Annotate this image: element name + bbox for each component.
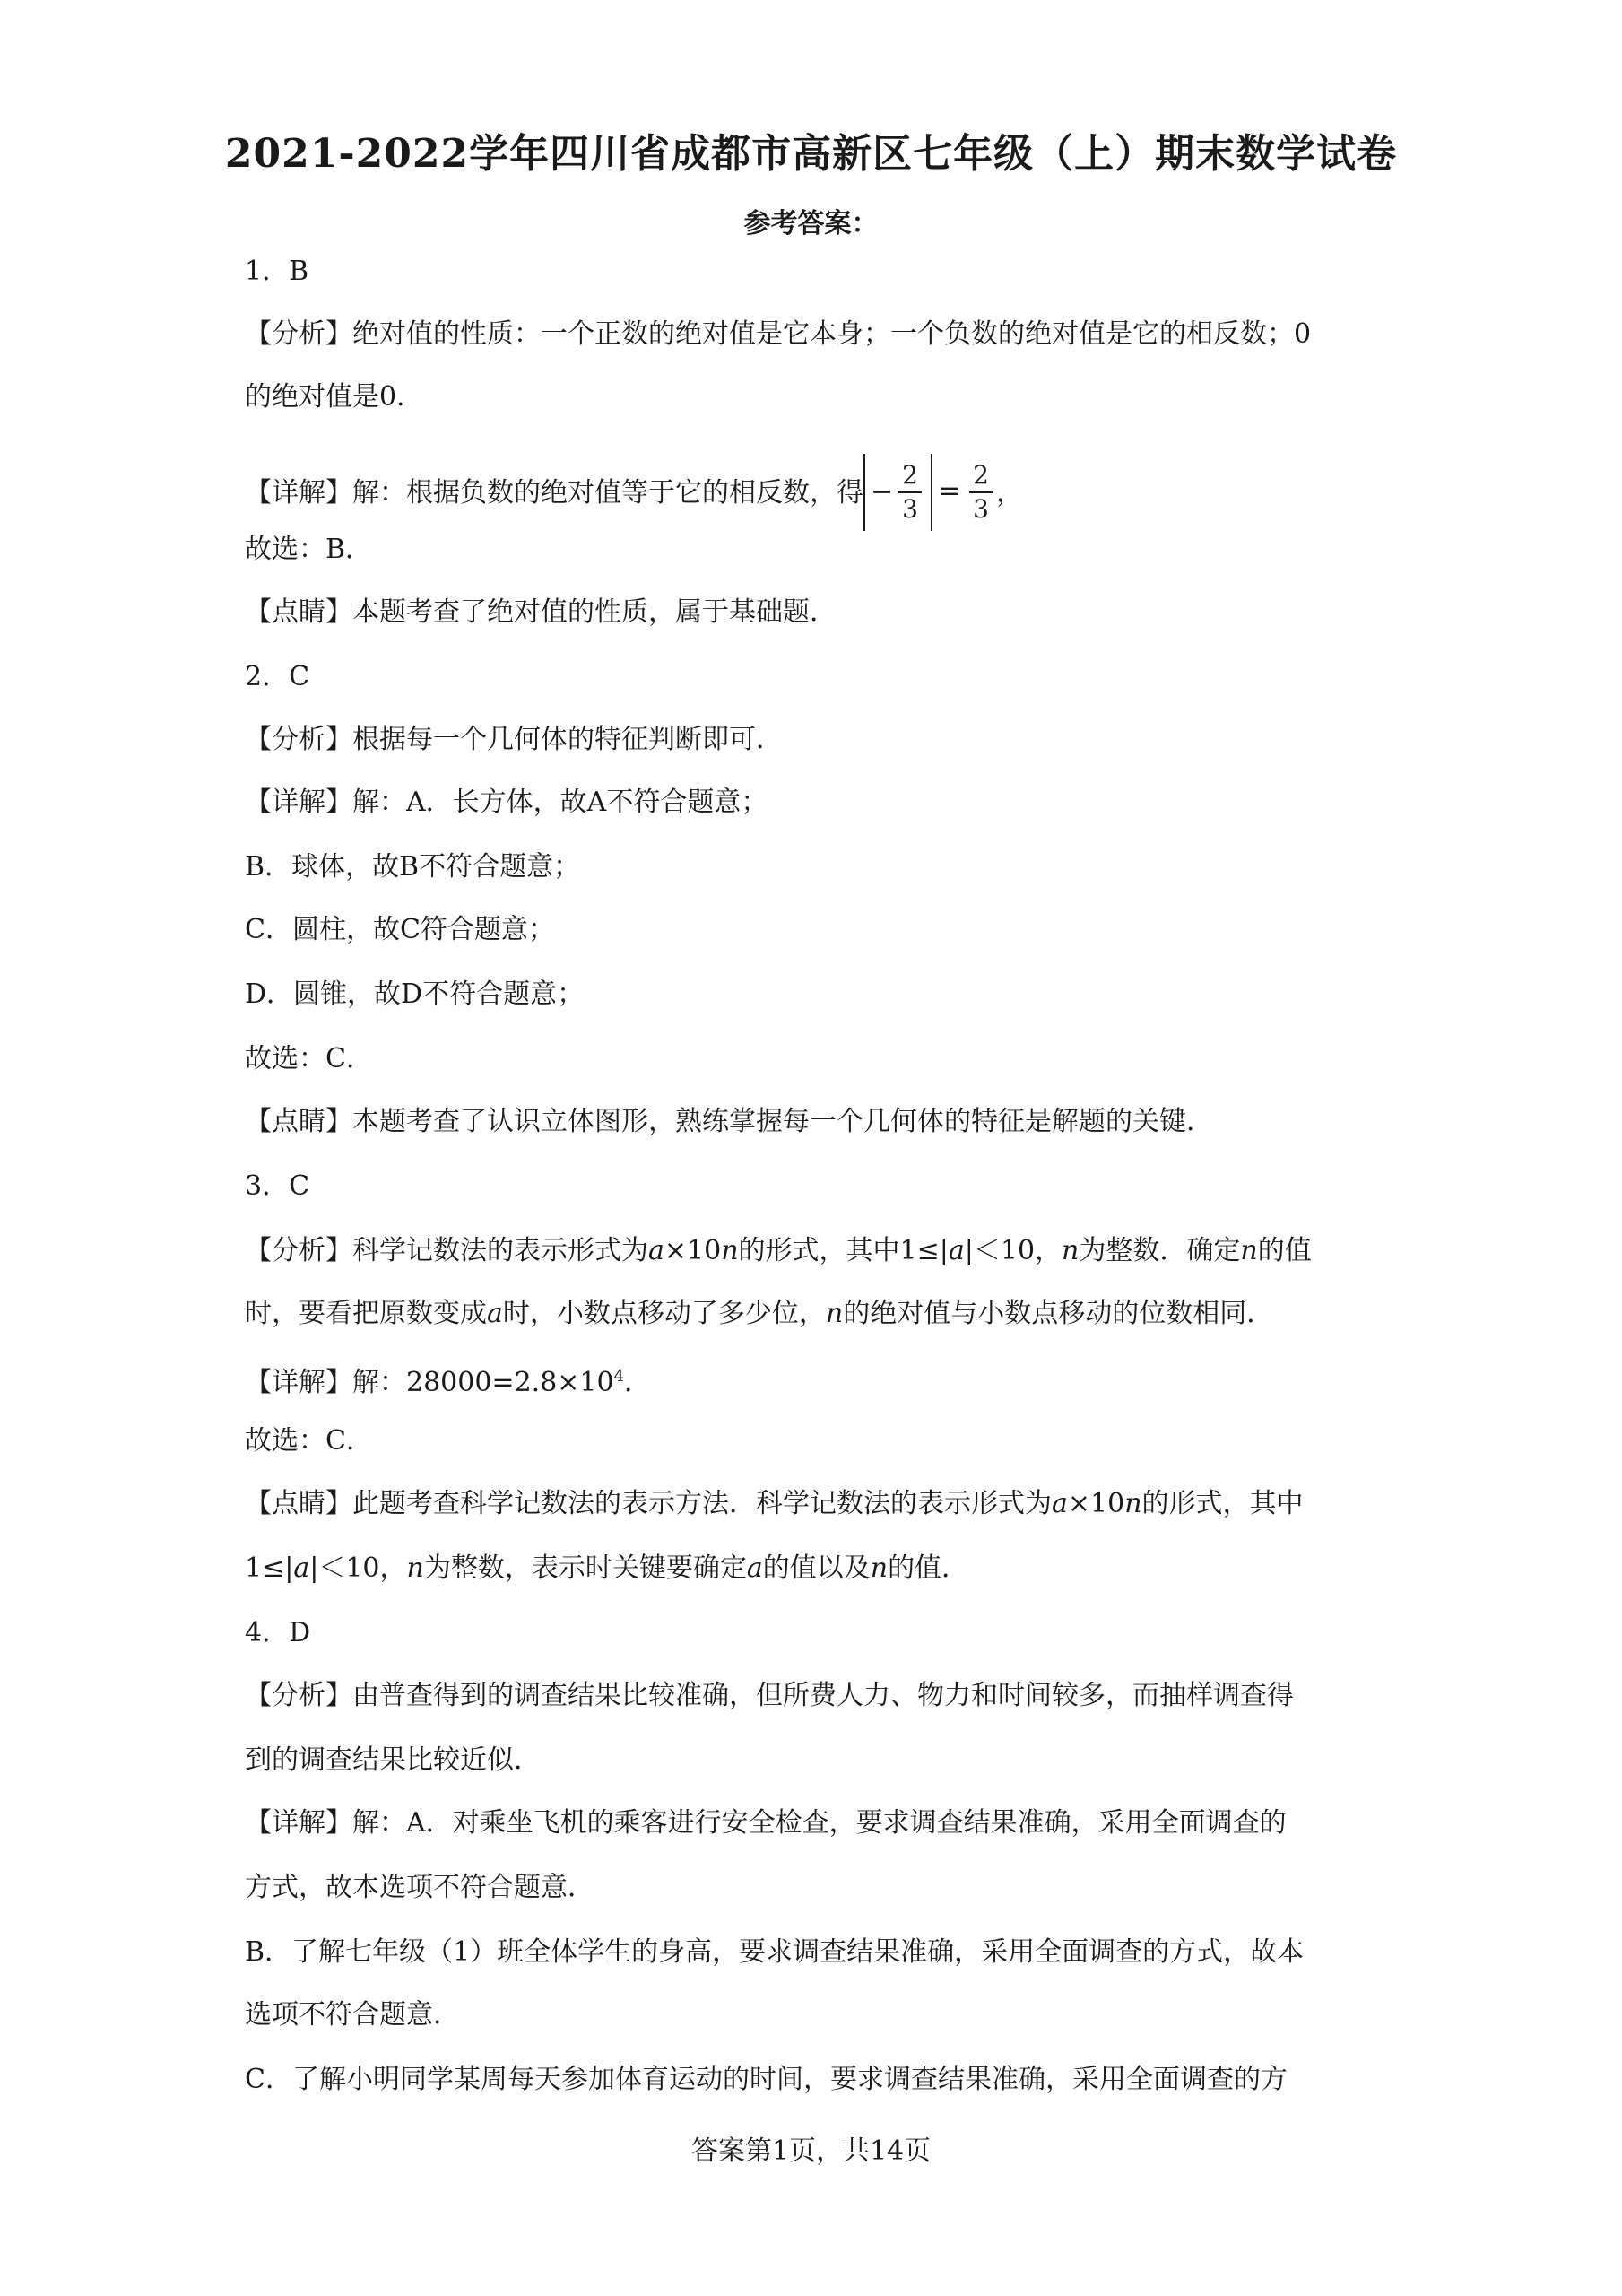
- detail-text: 解：A．对乘坐飞机的乘客进行安全检查，要求调查结果准确，采用全面调查的: [352, 1807, 1287, 1839]
- detail-end: ，: [995, 477, 1023, 509]
- q3-answer: 3．C: [245, 1170, 310, 1202]
- var-a: a: [746, 1552, 763, 1584]
- page-title: 2021-2022学年四川省成都市高新区七年级（上）期末数学试卷: [224, 131, 1398, 177]
- q2-option-d: D．圆锥，故D不符合题意；: [245, 978, 585, 1010]
- analysis-text: 为整数．确定: [1079, 1235, 1241, 1266]
- detail-end: ．: [624, 1367, 652, 1398]
- analysis-text: 的值: [1257, 1235, 1312, 1266]
- detail-tag: 【详解】: [245, 477, 352, 509]
- q2-analysis-line: [245, 721, 1392, 759]
- fraction-denominator: 3: [902, 494, 918, 524]
- exponent: 4: [613, 1367, 625, 1386]
- analysis-text: 时，小数点移动了多少位，: [502, 1298, 826, 1329]
- q2-detail-line: [245, 784, 1392, 822]
- result-denominator: 3: [973, 494, 989, 524]
- q1-point-line: [245, 594, 1392, 631]
- equals-sign: =: [937, 475, 961, 507]
- q4-detail-line-1: [245, 1805, 1392, 1842]
- var-n: n: [1062, 1235, 1080, 1266]
- var-n: n: [721, 1235, 739, 1266]
- q4-option-c-line-1: C．了解小明同学某周每天参加体育运动的时间，要求调查结果准确，采用全面调查的方: [245, 2064, 1288, 2095]
- analysis-text: 绝对值的性质：一个正数的绝对值是它本身；一个负数的绝对值是它的相反数；0: [352, 318, 1312, 350]
- q4-detail-line-2: 方式，故本选项不符合题意．: [245, 1872, 594, 1903]
- point-tag: 【点睛】: [245, 596, 352, 628]
- q1-answer: 1．B: [245, 256, 309, 287]
- point-tag: 【点睛】: [245, 1488, 352, 1519]
- var-a: a: [1052, 1488, 1068, 1519]
- point-tag: 【点睛】: [245, 1106, 352, 1137]
- detail-tag: 【详解】: [245, 1807, 352, 1839]
- var-n: n: [870, 1552, 889, 1584]
- q1-analysis-line-2: 的绝对值是0．: [245, 381, 424, 413]
- absolute-value-expression: [863, 454, 996, 531]
- absolute-value-bars: [863, 454, 932, 531]
- analysis-text: 的形式，其中1≤|: [738, 1235, 949, 1266]
- fraction: [898, 459, 922, 526]
- q2-choose: 故选：C．: [245, 1043, 373, 1074]
- q4-analysis-line-1: [245, 1677, 1392, 1715]
- answers-heading: 参考答案：: [743, 208, 879, 239]
- point-text: 本题考查了认识立体图形，熟练掌握每一个几何体的特征是解题的关键．: [352, 1106, 1213, 1137]
- q3-analysis-line-1: [245, 1232, 1392, 1270]
- detail-tag: 【详解】: [245, 1367, 352, 1398]
- q2-option-b: B．球体，故B不符合题意；: [245, 851, 581, 883]
- var-a: a: [293, 1552, 310, 1584]
- var-n: n: [825, 1298, 844, 1329]
- analysis-text: |＜10，: [964, 1235, 1063, 1266]
- result-fraction: [969, 459, 993, 526]
- point-text: 的值以及: [762, 1552, 871, 1584]
- times-ten: ×10: [1067, 1488, 1125, 1519]
- point-text: 的值．: [888, 1552, 969, 1584]
- analysis-text: 根据每一个几何体的特征判断即可．: [352, 724, 783, 755]
- q1-analysis-line-1: [245, 316, 1392, 353]
- detail-text: 解：根据负数的绝对值等于它的相反数，得: [352, 477, 863, 509]
- minus-sign: −: [871, 476, 894, 508]
- q3-choose: 故选：C．: [245, 1425, 373, 1457]
- page-footer: 答案第1页，共14页: [690, 2135, 932, 2167]
- var-n: n: [1240, 1235, 1258, 1266]
- q4-option-b-line-1: B．了解七年级（1）班全体学生的身高，要求调查结果准确，采用全面调查的方式，故本: [245, 1936, 1305, 1968]
- analysis-text: 的绝对值与小数点移动的位数相同．: [843, 1298, 1274, 1329]
- analysis-text: 时，要看把原数变成: [245, 1298, 487, 1329]
- var-a: a: [648, 1235, 664, 1266]
- q4-analysis-line-2: 到的调查结果比较近似．: [245, 1744, 541, 1776]
- result-numerator: 2: [973, 460, 989, 490]
- point-text: 为整数，表示时关键要确定: [423, 1552, 747, 1584]
- analysis-tag: 【分析】: [245, 1235, 352, 1266]
- q1-detail-line: [245, 456, 1392, 533]
- q4-option-b-line-2: 选项不符合题意．: [245, 1999, 460, 2031]
- times-ten: ×10: [664, 1235, 722, 1266]
- detail-text: 解：A．长方体，故A不符合题意；: [352, 787, 768, 818]
- q4-answer: 4．D: [245, 1617, 311, 1648]
- analysis-tag: 【分析】: [245, 724, 352, 755]
- q1-choose: 故选：B．: [245, 534, 373, 565]
- analysis-tag: 【分析】: [245, 318, 352, 350]
- point-text: 的形式，其中: [1141, 1488, 1304, 1519]
- analysis-text: 由普查得到的调查结果比较准确，但所费人力、物力和时间较多，而抽样调查得: [352, 1680, 1294, 1711]
- analysis-tag: 【分析】: [245, 1680, 352, 1711]
- q3-detail-line: [245, 1358, 1392, 1402]
- analysis-text: 科学记数法的表示形式为: [352, 1235, 648, 1266]
- detail-tag: 【详解】: [245, 787, 352, 818]
- point-text: 本题考查了绝对值的性质，属于基础题．: [352, 596, 837, 628]
- detail-text: 解：28000=2.8×10: [352, 1367, 614, 1398]
- point-text: 此题考查科学记数法的表示方法．科学记数法的表示形式为: [352, 1488, 1052, 1519]
- q2-answer: 2．C: [245, 661, 310, 692]
- var-n: n: [406, 1552, 424, 1584]
- var-n: n: [1124, 1488, 1142, 1519]
- var-a: a: [948, 1235, 965, 1266]
- var-a: a: [487, 1298, 503, 1329]
- q3-point-line-1: [245, 1485, 1392, 1523]
- fraction-numerator: 2: [902, 460, 918, 490]
- q3-analysis-line-2: [245, 1295, 1392, 1333]
- q2-option-c: C．圆柱，故C符合题意；: [245, 914, 555, 945]
- q2-point-line: [245, 1103, 1392, 1141]
- point-text: 1≤|: [245, 1552, 294, 1584]
- point-text: |＜10，: [309, 1552, 407, 1584]
- q3-point-line-2: [245, 1550, 1392, 1587]
